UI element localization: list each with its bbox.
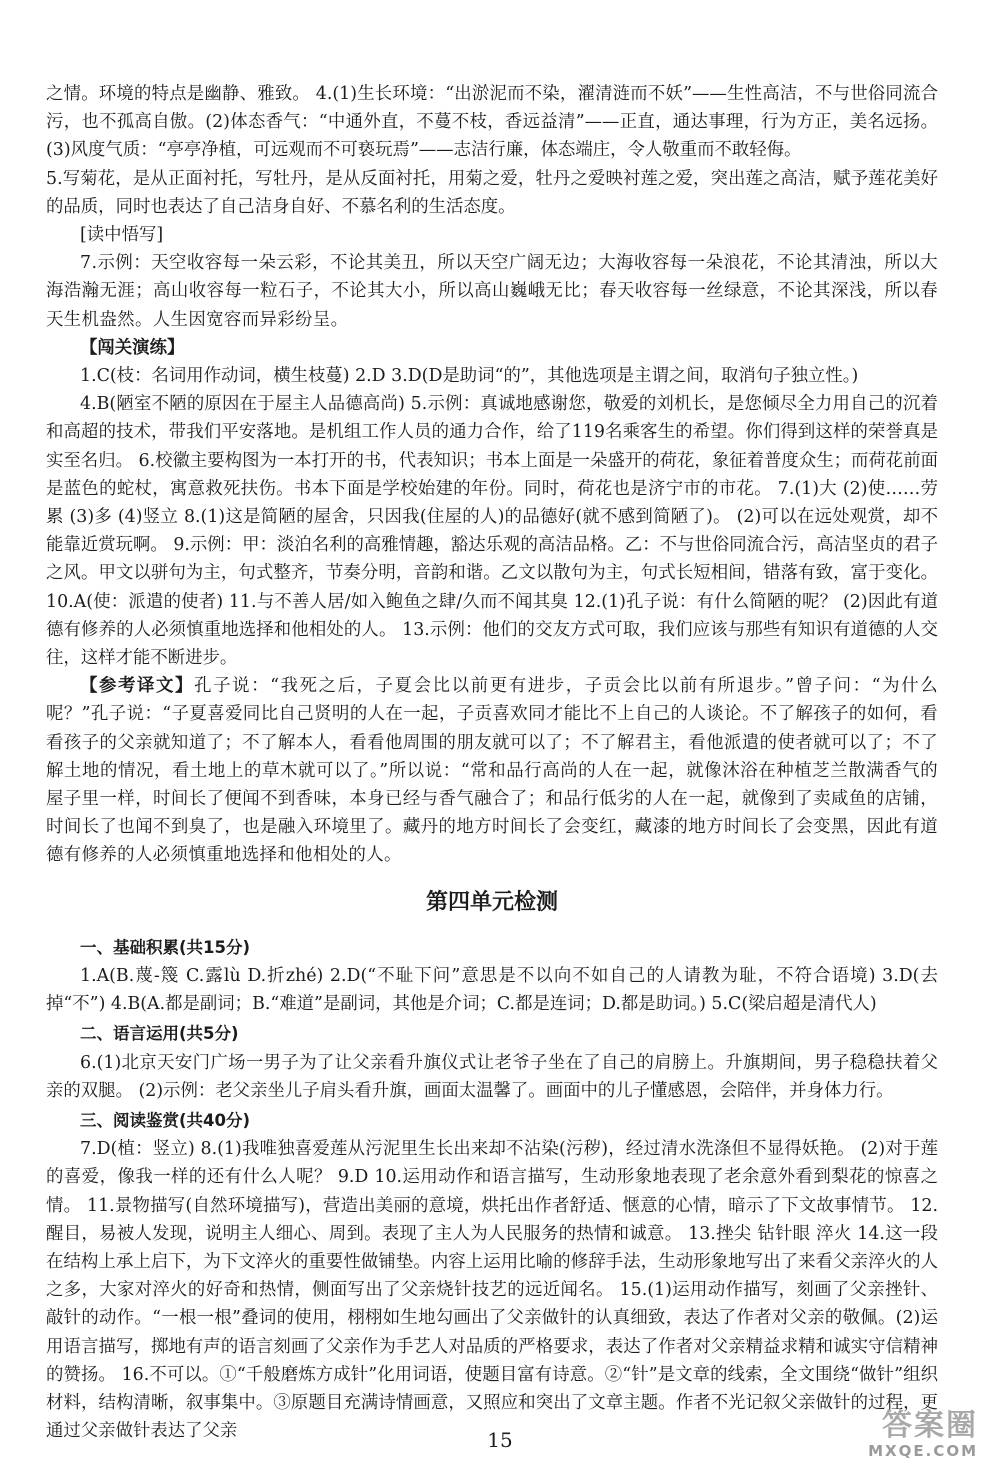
answer-paragraph: 7.示例：天空收容每一朵云彩，不论其美丑，所以天空广阔无边；大海收容每一朵浪花，不论其清浊，所以大海浩瀚无涯；高山收容每一粒石子，不论其大小，所以高山巍峨无比；春天收容每一丝绿意，不论其深浅，所以春天生机盎然。人生因宽容而异彩纷呈。 — [46, 253, 938, 330]
page-number: 15 — [487, 1428, 513, 1452]
section-title-basics: 一、基础积累(共15分) — [80, 937, 251, 957]
translation-paragraph — [46, 672, 938, 869]
answer-paragraph: 1.A(B.蔑-篾 C.露lù D.折zhé) 2.D(“不耻下问”意思是不以向不如自己的人请教为耻，不符合语境) 3.D(去掉“不”) 4.B(A.都是副词；B.“难道”是副词，其他是介词；C.都是连词；D.都是助词。) 5.C(梁启超是清代人) — [46, 965, 938, 1015]
answer-paragraph: 之情。环境的特点是幽静、雅致。 4.(1)生长环境：“出淤泥而不染，濯清涟而不妖”——生性高洁，不与世俗同流合污，也不孤高自傲。(2)体态香气：“中通外直，不蔓不枝，香远益清”——正直，通达事理，行为方正，美名远扬。(3)风度气质：“亭亭净植，可远观而不可亵玩焉”——志洁行廉，体态端庄，令人敬重而不敢轻侮。 — [46, 84, 938, 161]
answer-paragraph: 1.C(枝：名词用作动词，横生枝蔓) 2.D 3.D(D是助词“的”，其他选项是主谓之间，取消句子独立性。) — [80, 366, 859, 387]
answer-paragraph: 4.B(陋室不陋的原因在于屋主人品德高尚) 5.示例：真诚地感谢您，敬爱的刘机长，是您倾尽全力用自己的沉着和高超的技术，带我们平安落地。是机组工作人员的通力合作，给了119名乘客生的希望。你们得到这样的荣誉真是实至名归。 6.校徽主要构图为一本打开的书，代表知识；书本上面是一朵盛开的荷花，象征着普度众生；而荷花前面是蓝色的蛇杖，寓意救死扶伤。书本下面是学校始建的年份。同时，荷花也是济宁市的市花。 7.(1)大 (2)使……劳累 (3)多 (4)竖立 8.(1)这是简陋的屋舍，只因我(住屋的人)的品德好(就不感到简陋了)。 (2)可以在远处观赏，却不能靠近赏玩啊。 9.示例：甲：淡泊名利的高雅情趣，豁达乐观的高洁品格。乙：不与世俗同流合污，高洁坚贞的君子之风。甲文以骈句为主，句式整齐，节奏分明，音韵和谐。乙文以散句为主，句式长短相间，错落有致，富于变化。 10.A(使：派遣的使者) 11.与不善人居/如入鲍鱼之肆/久而不闻其臭 12.(1)孔子说：有什么简陋的呢？ (2)因此有道德有修养的人必须慎重地选择和他相处的人。 13.示例：他们的交友方式可取，我们应该与那些有知识有道德的人交往，这样才能不断进步。 — [46, 394, 938, 669]
answer-paragraph: 6.(1)北京天安门广场一男子为了让父亲看升旗仪式让老爷子坐在了自己的肩膀上。升旗期间，男子稳稳扶着父亲的双腿。 (2)示例：老父亲坐儿子肩头看升旗，画面太温馨了。画面中的儿子懂感恩，会陪伴，并身体力行。 — [46, 1052, 938, 1101]
section-title-language: 二、语言运用(共5分) — [80, 1024, 239, 1044]
answer-paragraph: 5.写菊花，是从正面衬托，写牡丹，是从反面衬托，用菊之爱，牡丹之爱映衬莲之爱，突出莲之高洁，赋予莲花美好的品质，同时也表达了自己洁身自好、不慕名利的生活态度。 — [46, 168, 938, 217]
answer-paragraph: 7.D(植：竖立) 8.(1)我唯独喜爱莲从污泥里生长出来却不沾染(污秽)，经过清水洗涤但不显得妖艳。 (2)对于莲的喜爱，像我一样的还有什么人呢？ 9.D 10.运用动作和语言描写，生动形象地表现了老余意外看到梨花的惊喜之情。 11.景物描写(自然环境描写)，营造出美丽的意境，烘托出作者舒适、惬意的心情，暗示了下文故事情节。 12.醒目，易被人发现，说明主人细心、周到。表现了主人为人民服务的热情和诚意。 13.挫尖 钻针眼 淬火 14.这一段在结构上承上启下，为下文淬火的重要性做铺垫。内容上运用比喻的修辞手法，生动形象地写出了来看父亲淬火的人之多，大家对淬火的好奇和热情，侧面写出了父亲烧针技艺的远近闻名。 15.(1)运用动作描写，刻画了父亲挫针、敲针的动作。“一根一根”叠词的使用，栩栩如生地勾画出了父亲做针的认真细致，表达了作者对父亲的敬佩。(2)运用语言描写，掷地有声的语言刻画了父亲作为手艺人对品质的严格要求，表达了作者对父亲精益求精和诚实守信精神的赞扬。 16.不可以。①“千般磨炼方成针”化用词语，使题目富有诗意。②“针”是文章的线索，全文围绕“做针”组织材料，结构清晰，叙事集中。③原题目充满诗情画意，又照应和突出了文章主题。作者不光记叙父亲做针的过程，更通过父亲做针表达了父亲 — [46, 1139, 938, 1442]
section-label-read-write: [读中悟写] — [80, 225, 164, 246]
translation-label: 【参考译文】 — [80, 676, 195, 697]
unit-test-title: 第四单元检测 — [425, 889, 558, 915]
watermark-logo — [828, 1410, 978, 1470]
section-title-reading: 三、阅读鉴赏(共40分) — [80, 1110, 251, 1130]
section-label-practice: 【闯关演练】 — [80, 337, 185, 358]
watermark-domain: MXQE.COM — [868, 1442, 978, 1460]
translation-text: 孔子说：“我死之后，子夏会比以前更有进步，子贡会比以前有所退步。”曾子问：“为什么呢？”孔子说：“子夏喜爱同比自己贤明的人在一起，子贡喜欢同才能比不上自己的人谈论。不了解孩子的如何，看看孩子的父亲就知道了；不了解本人，看看他周围的朋友就可以了；不了解君主，看他派遣的使者就可以了；不了解土地的情况，看土地上的草木就可以了。”所以说：“常和品行高尚的人在一起，就像沐浴在种植芝兰散满香气的屋子里一样，时间长了便闻不到香味，本身已经与香气融合了；和品行低劣的人在一起，就像到了卖咸鱼的店铺，时间长了也闻不到臭了，也是融入环境里了。藏丹的地方时间长了会变红，藏漆的地方时间长了会变黑，因此有道德有修养的人必须慎重地选择和他相处的人。 — [46, 676, 938, 866]
watermark-logo-text: 答案圈 — [882, 1408, 978, 1443]
answer-page — [46, 80, 938, 1445]
